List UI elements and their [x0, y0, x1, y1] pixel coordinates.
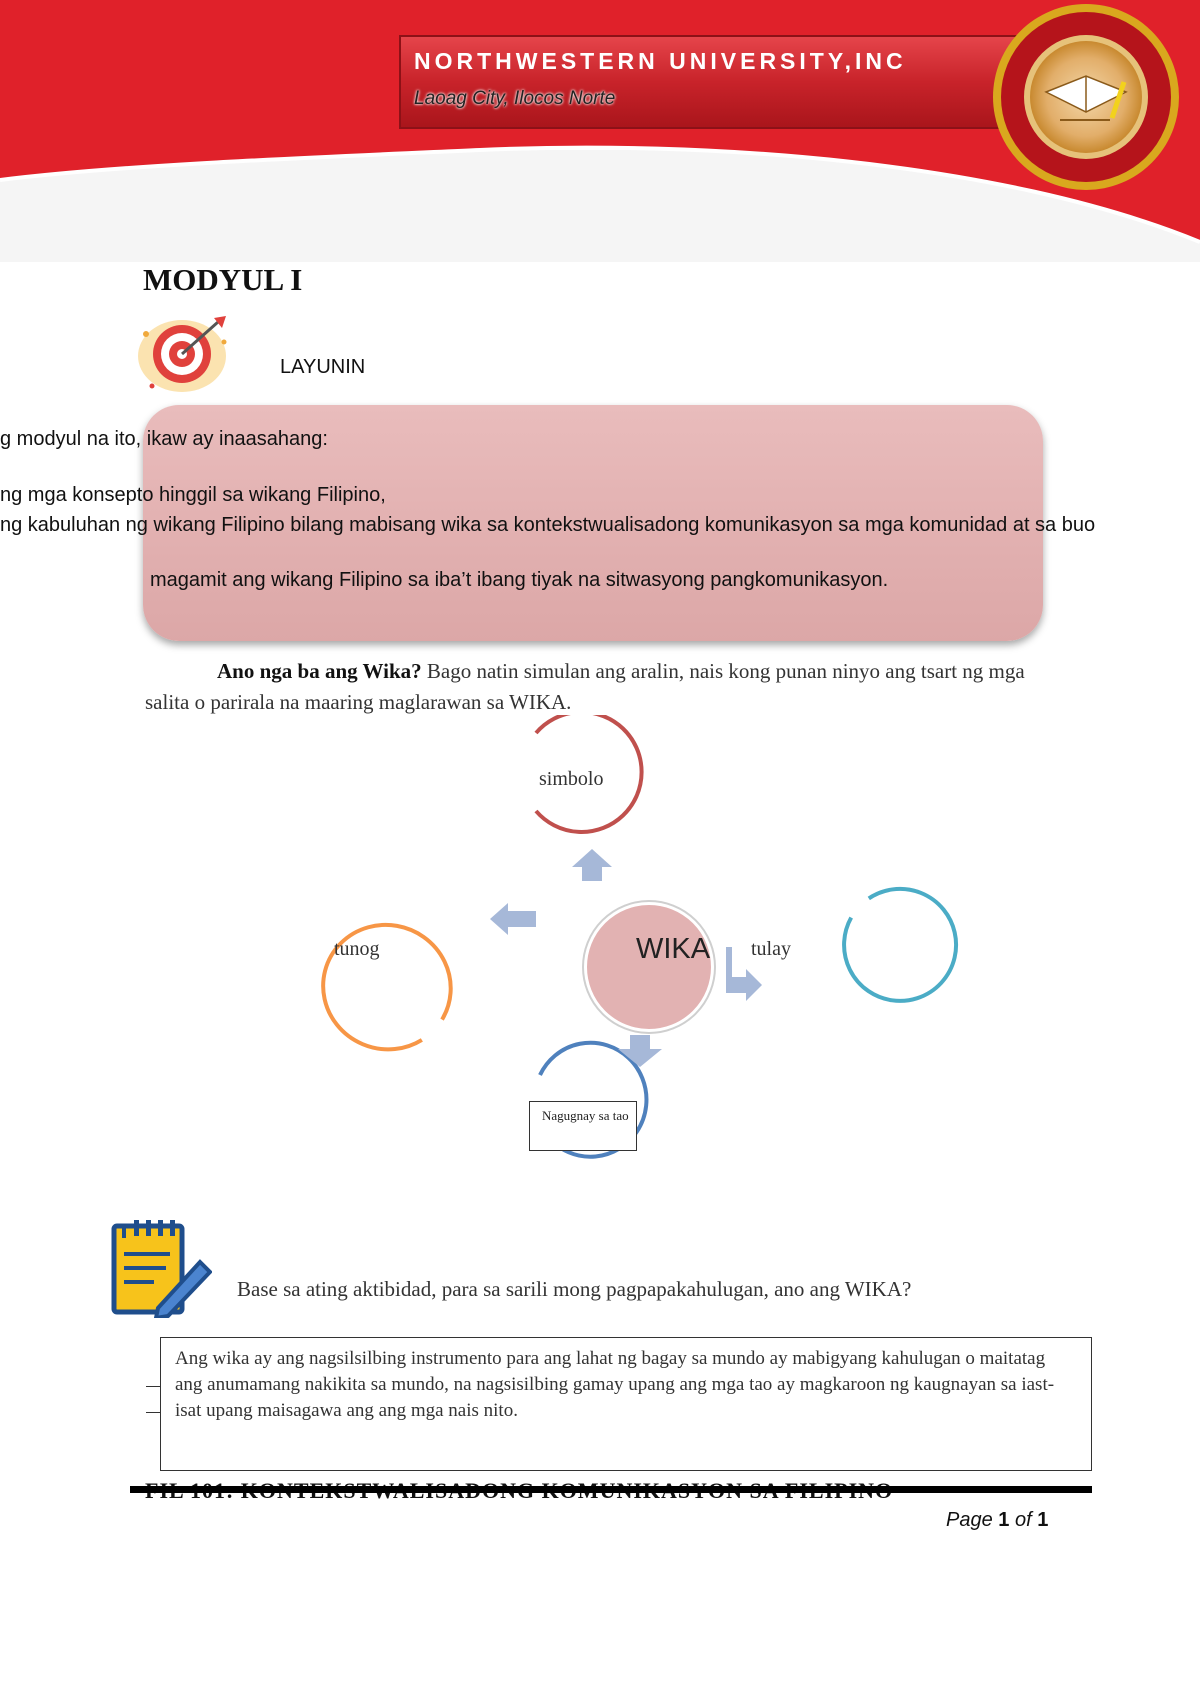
- node-circle-right: [828, 873, 960, 1017]
- target-icon: [136, 312, 232, 394]
- arrow-left: [490, 903, 536, 935]
- intro-text: Bago natin simulan ang aralin, nais kong punan ninyo ang tsart ng mga salita o parirala na maaring maglarawan sa WIKA.: [145, 659, 1025, 714]
- activity-question: Base sa ating aktibidad, para sa sarili mong pagpapakahulugan, ano ang WIKA?: [237, 1277, 912, 1301]
- node-label-bottom: Nagugnay sa tao: [529, 1101, 637, 1151]
- node-label-center: WIKA: [636, 933, 711, 965]
- page-label: Page: [946, 1509, 993, 1531]
- page-of: of: [1014, 1509, 1032, 1531]
- university-location: Laoag City, Ilocos Norte: [414, 88, 616, 109]
- intro-question: Ano nga ba ang Wika?: [217, 659, 422, 683]
- objective-line-intro: g modyul na ito, ikaw ay inaasahang:: [0, 428, 328, 450]
- page-current: 1: [998, 1509, 1010, 1531]
- footer-rule: [130, 1486, 1092, 1493]
- objective-line-2: ng kabuluhan ng wikang Filipino bilang mabisang wika sa kontekstwualisadong komunikasyon sa mga komunidad at sa buo: [0, 514, 1096, 536]
- answer-box: Ang wika ay ang nagsilsilbing instrumento para ang lahat ng bagay sa mundo ay mabigyang kahulugan o maitatag ang anumamang nakikita sa mundo, na nagsisilbing gamay upang ang mga tao ay magkaroon ng kaugnayan sa iast-isat upang maisagawa ang ang mga nais nito.: [160, 1337, 1092, 1471]
- node-circle-center: [585, 903, 713, 1031]
- margin-mark: [146, 1386, 160, 1387]
- node-label-right: tulay: [751, 938, 791, 960]
- module-title: MODYUL I: [143, 262, 303, 297]
- university-name: NORTHWESTERN UNIVERSITY,INC: [414, 48, 907, 74]
- node-label-top: simbolo: [539, 768, 604, 790]
- page-total: 1: [1037, 1509, 1049, 1531]
- arrow-up: [572, 849, 612, 881]
- intro-paragraph: [145, 656, 1045, 718]
- margin-mark: [146, 1412, 160, 1413]
- node-circle-left: [306, 907, 469, 1067]
- objectives-heading: LAYUNIN: [280, 356, 366, 378]
- page-number: [946, 1509, 1048, 1532]
- arrow-down: [618, 1035, 662, 1067]
- notepad-pencil-icon: [110, 1216, 212, 1318]
- objective-line-3: magamit ang wikang Filipino sa iba’t ibang tiyak na sitwasyong pangkomunikasyon.: [150, 569, 889, 591]
- objective-line-1: ng mga konsepto hinggil sa wikang Filipino,: [0, 484, 386, 506]
- header-banner: [0, 0, 1200, 262]
- node-label-left: tunog: [334, 938, 380, 960]
- university-seal: [993, 4, 1179, 190]
